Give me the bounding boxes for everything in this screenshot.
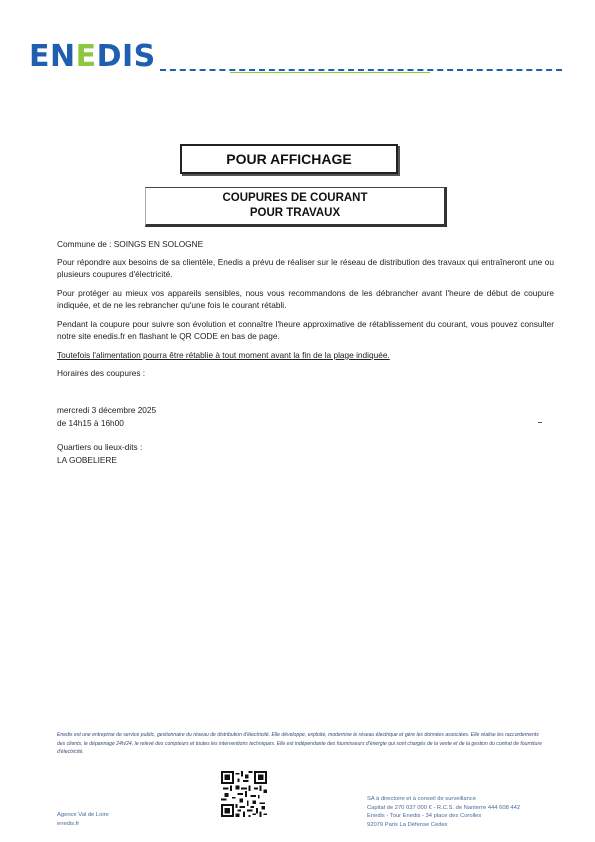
paragraph-retablissement: Toutefois l'alimentation pourra être rétablie à tout moment avant la fin de la plage indiquée. <box>57 350 390 360</box>
company-line-3: Enedis - Tour Enedis - 34 place des Corolles <box>367 813 482 819</box>
logo-part-3: DIS <box>96 39 156 74</box>
coupures-title-line1: COUPURES DE COURANT <box>222 192 368 204</box>
legal-notice: Enedis est une entreprise de service public, gestionnaire du réseau de distribution d'électricité. Elle développe, exploite, modernise le réseau électrique et gère les données associées. Elle réalise les raccordements des clients, le dépannage 24h/24, le relevé des compteurs et toutes les interventions techniques. Elle est indépendante des fournisseurs d'énergie qui sont chargés de la vente et de la gestion du contrat de fourniture d'électricité. <box>57 732 542 755</box>
pour-affichage-box <box>180 144 398 174</box>
website-link[interactable]: enedis.fr <box>57 821 80 827</box>
qr-code[interactable] <box>221 771 267 817</box>
coupures-title-line2: POUR TRAVAUX <box>249 207 341 219</box>
company-line-2: Capital de 270 037 000 € - R.C.S. de Nanterre 444 608 442 <box>367 804 521 811</box>
header-rule-accent <box>230 72 430 73</box>
quartiers-label: Quartiers ou lieux-dits : <box>57 442 143 452</box>
paragraph-appareils: Pour protéger au mieux vos appareils sensibles, nous vous recommandons de les débrancher avant l'heure de début de coupure indiquée, et de ne les rebrancher qu'une fois le courant rétabli. <box>57 288 554 310</box>
commune-line: Commune de : SOINGS EN SOLOGNE <box>57 239 204 249</box>
enedis-logo <box>29 39 156 74</box>
agency-name: Agence Val de Loire <box>57 812 109 818</box>
paragraph-besoins: Pour répondre aux besoins de sa clientèle, Enedis a prévu de réaliser sur le réseau de distribution des travaux qui entraîneront une ou plusieurs coupures d'électricité. <box>57 257 554 279</box>
company-line-1: SA à directoire et à conseil de surveillance <box>367 796 476 802</box>
coupure-date: mercredi 3 décembre 2025 <box>57 405 157 415</box>
footer-agency <box>57 811 109 829</box>
paragraph-suivi: Pendant la coupure pour suivre son évolution et connaître l'heure approximative de rétablissement du courant, vous pouvez consulter notre site enedis.fr en flashant le QR CODE en bas de page. <box>57 319 554 341</box>
lieu-dit: LA GOBELIERE <box>57 455 117 465</box>
logo-part-1: EN <box>29 39 76 74</box>
company-line-4: 92079 Paris La Défense Cedex <box>367 821 448 828</box>
pour-affichage-title: POUR AFFICHAGE <box>226 151 352 167</box>
footer-company <box>367 795 520 829</box>
coupures-box <box>145 187 447 227</box>
logo-part-2: E <box>75 39 97 74</box>
stray-mark <box>538 422 542 423</box>
coupure-time: de 14h15 à 16h00 <box>57 418 124 428</box>
header-rule <box>160 69 562 71</box>
horaires-label: Horaires des coupures : <box>57 368 146 378</box>
